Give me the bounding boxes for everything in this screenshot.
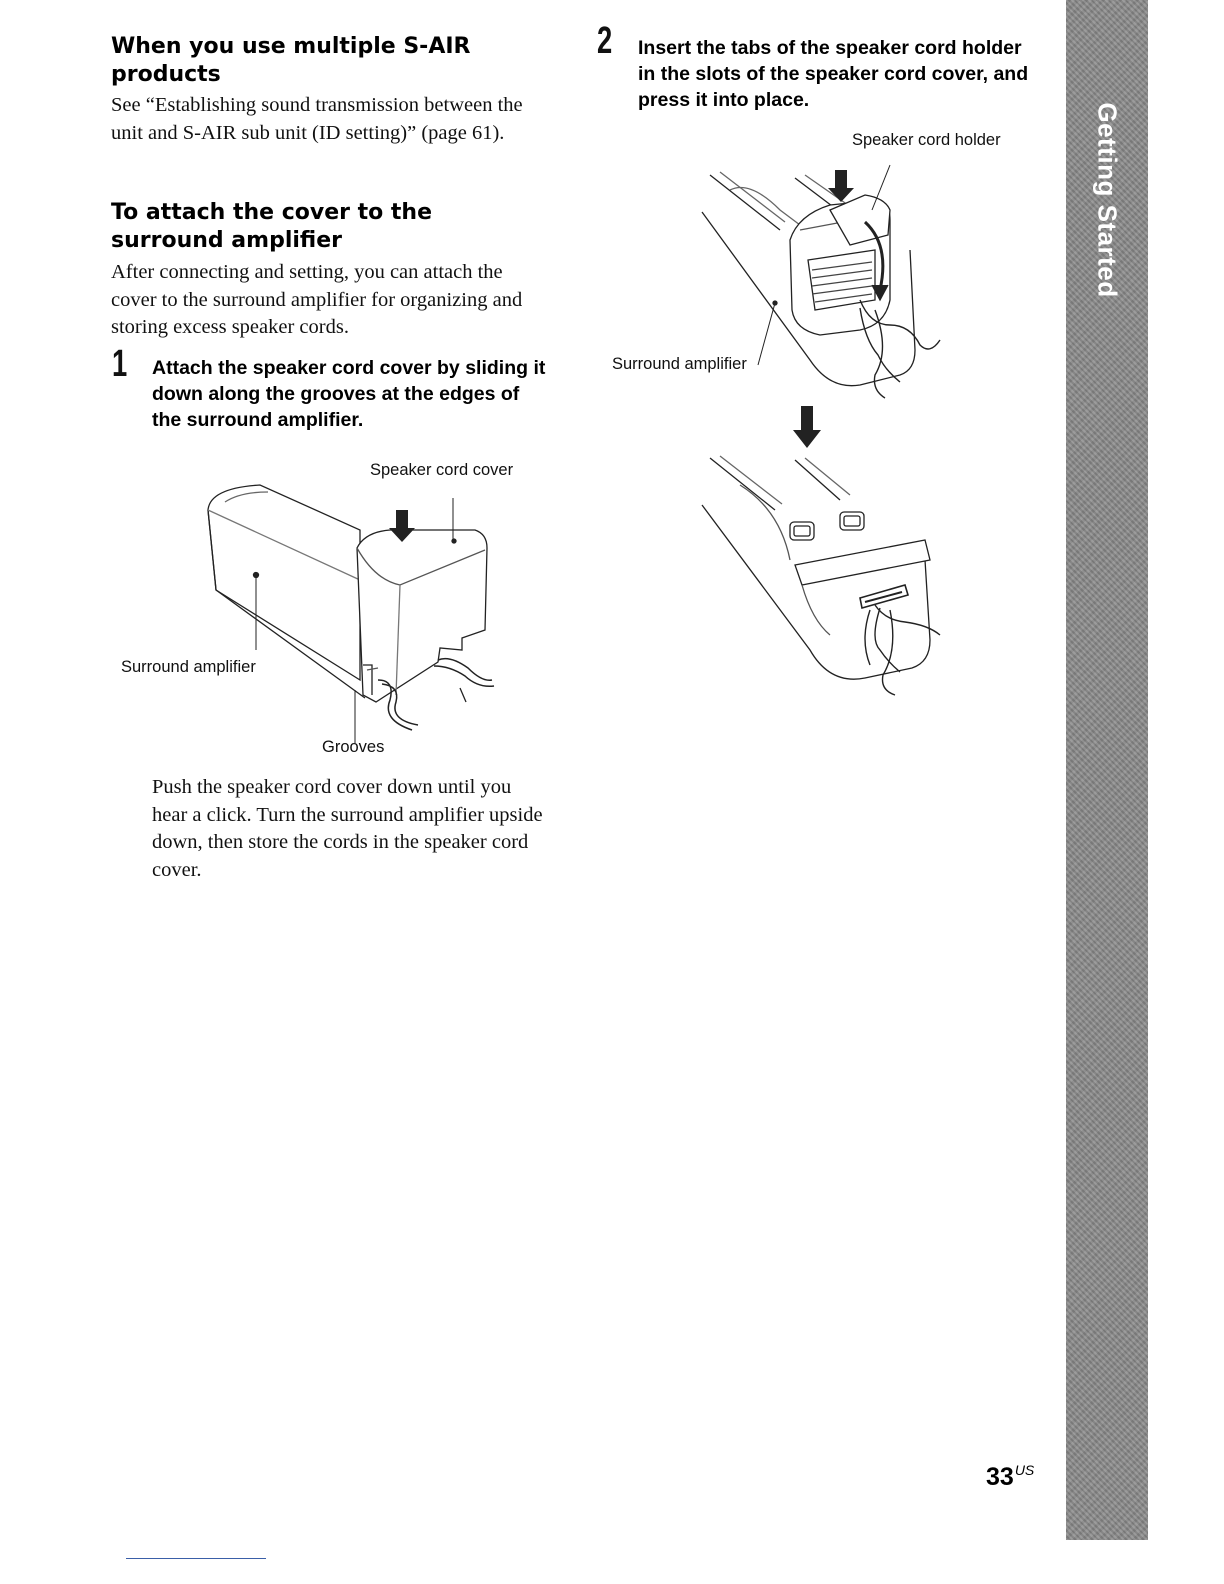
figure-holder-installed [690,450,970,700]
page-number-value: 33 [986,1463,1014,1491]
figure-attach-cover [150,440,550,770]
down-arrow-icon [792,406,822,448]
footer-rule [126,1558,266,1559]
figure-insert-holder [690,150,970,410]
label-grooves: Grooves [322,738,385,756]
side-tab-label: Getting Started [1092,102,1123,298]
section-heading-multiple-s-air: When you use multiple S-AIR products [111,34,471,87]
label-speaker-cord-holder: Speaker cord holder [852,131,1001,149]
step-number-1: 1 [112,343,128,385]
step-number-2: 2 [597,20,613,62]
label-surround-amplifier-fig2: Surround amplifier [612,355,747,373]
step1-followup-text: Push the speaker cord cover down until you hear a click. Turn the surround amplifier upside down, then store the cords in the speaker cord cover. [152,776,543,881]
section-body-attach-cover: After connecting and setting, you can attach the cover to the surround amplifier for organizing and storing excess speaker cords. [111,261,523,338]
page-region-code: US [1014,1462,1035,1478]
page-number [986,1462,1034,1492]
section-body-multiple-s-air: See “Establishing sound transmission between the unit and S-AIR sub unit (ID setting)” (page 61). [111,94,523,144]
section-heading-attach-cover: To attach the cover to the surround amplifier [111,200,433,253]
label-speaker-cord-cover: Speaker cord cover [370,461,514,479]
label-surround-amplifier-fig1: Surround amplifier [121,658,256,676]
step-text-1: Attach the speaker cord cover by sliding it down along the grooves at the edges of the surround amplifier. [152,357,546,431]
step-text-2: Insert the tabs of the speaker cord holder in the slots of the speaker cord cover, and press it into place. [638,37,1029,111]
